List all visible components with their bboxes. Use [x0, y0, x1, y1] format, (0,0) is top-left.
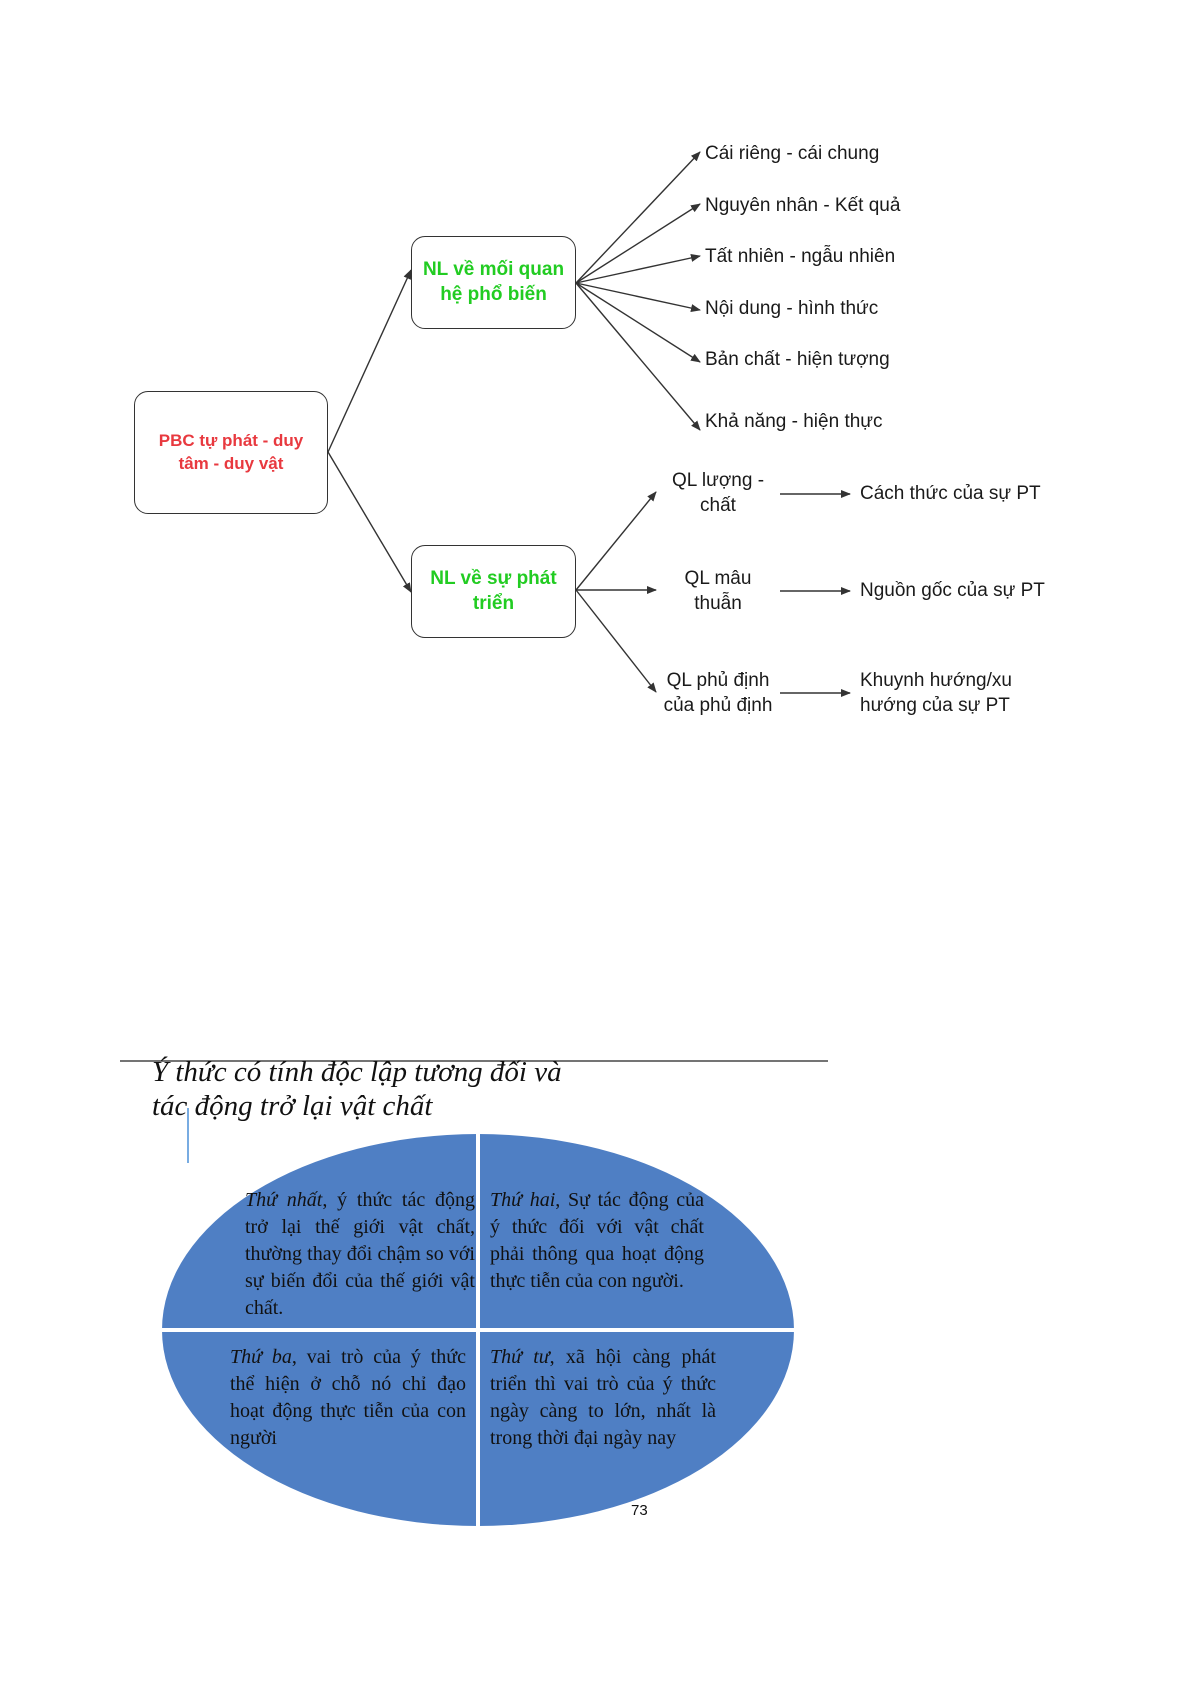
law-result-label: Cách thức của sự PT: [860, 483, 1041, 504]
pair-label: Nội dung - hình thức: [705, 298, 879, 319]
branch-relations-label: NL về mối quan hệ phổ biến: [422, 258, 565, 305]
law-result-label: Khuynh hướng/xu hướng của sự PT: [860, 670, 1012, 716]
quadrant-1-lead: Thứ nhất: [245, 1189, 323, 1211]
quadrant-4-lead: Thứ tư: [490, 1346, 550, 1368]
quadrant-3-lead: Thứ ba: [230, 1346, 292, 1368]
pair-label: Bản chất - hiện tượng: [705, 349, 890, 370]
quadrant-2-lead: Thứ hai: [490, 1189, 556, 1211]
quadrant-2-text: , Sự tác động của ý thức đối với vật chất phải thông qua hoạt động thực tiễn của con người.: [490, 1189, 704, 1292]
pair-label: Nguyên nhân - Kết quả: [705, 195, 901, 216]
quadrant-3: [230, 1344, 466, 1452]
page-number: 73: [631, 1502, 648, 1519]
law-label: QL lượng - chất: [671, 470, 765, 516]
slide-title: Ý thức có tính độc lập tương đối và tác động trở lại vật chất: [152, 1056, 562, 1122]
law-result-label: Nguồn gốc của sự PT: [860, 580, 1045, 601]
quadrant-4-text: , xã hội càng phát triển thì vai trò của ý thức ngày càng to lớn, nhất là trong thời đại ngày nay: [490, 1346, 716, 1449]
pair-label: Cái riêng - cái chung: [705, 143, 880, 164]
quadrant-4: [490, 1344, 716, 1452]
law-label: QL mâu thuẫn: [684, 568, 752, 614]
quadrant-2: [490, 1187, 704, 1295]
branch-development-label: NL về sự phát triển: [430, 567, 557, 614]
quadrant-1-text: , ý thức tác động trở lại thế giới vật chất, thường thay đổi chậm so với sự biến đổi của thế giới vật chất.: [245, 1189, 475, 1319]
law-label: QL phủ định của phủ định: [663, 670, 773, 716]
quadrant-1: [245, 1187, 475, 1322]
pair-label: Tất nhiên - ngẫu nhiên: [705, 246, 896, 267]
root-node-label: PBC tự phát - duy tâm - duy vật: [158, 431, 304, 473]
quadrant-3-text: , vai trò của ý thức thể hiện ở chỗ nó chỉ đạo hoạt động thực tiễn của con người: [230, 1346, 467, 1449]
pair-label: Khả năng - hiện thực: [705, 411, 883, 432]
